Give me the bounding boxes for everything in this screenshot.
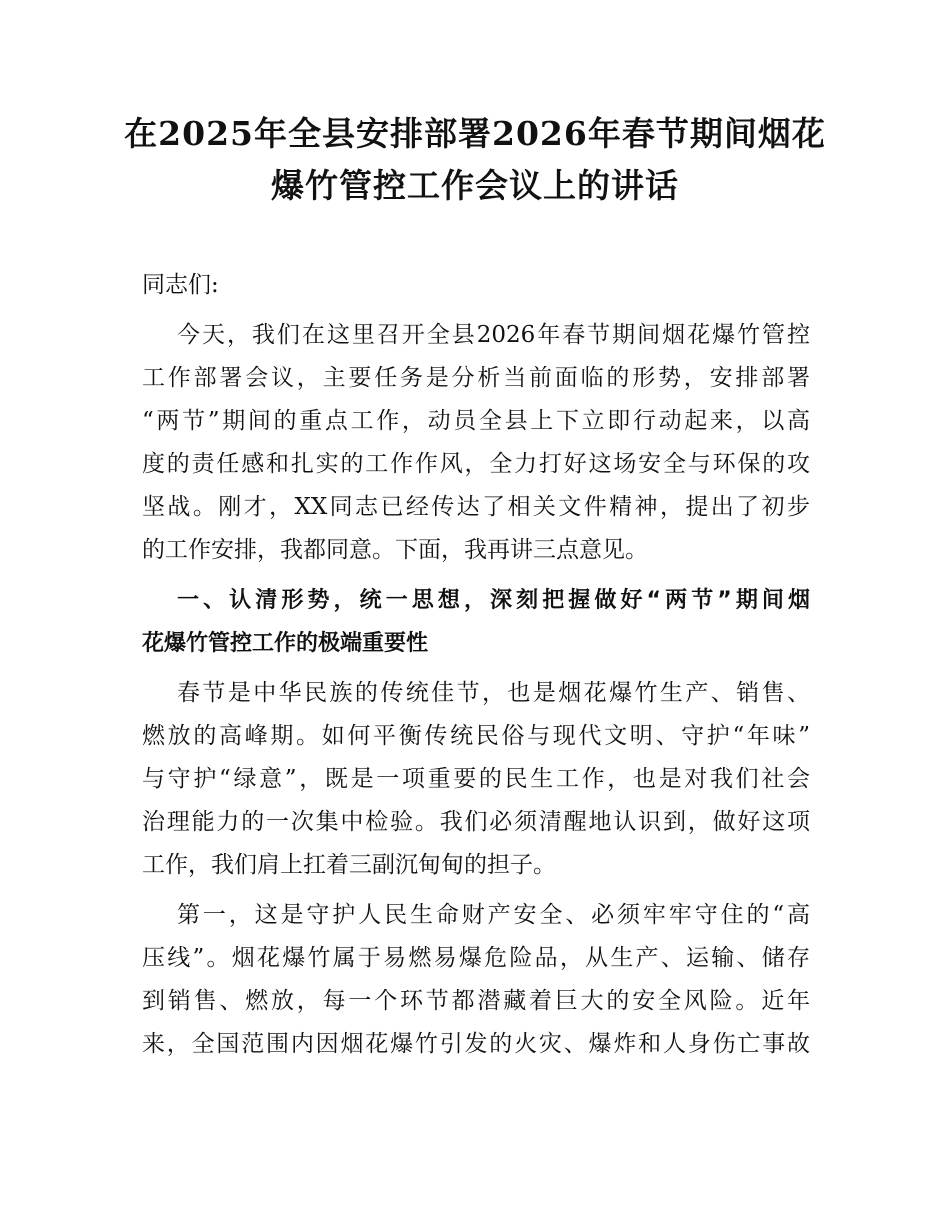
paragraph-first-point — [142, 894, 810, 1066]
salutation — [142, 264, 810, 307]
section-heading-1 — [142, 579, 810, 665]
document-title — [100, 108, 850, 212]
heading-line: 花爆竹管控工作的极端重要性 — [142, 631, 429, 656]
paragraph-line: 到销售、燃放，每一个环节都潜藏着巨大的安全风险。近年 — [142, 988, 810, 1014]
paragraph-line: 压线”。烟花爆竹属于易燃易爆危险品，从生产、运输、储存 — [142, 945, 810, 971]
paragraph-line: 工作部署会议，主要任务是分析当前面临的形势，安排部署 — [142, 365, 810, 391]
paragraph-line: 第一，这是守护人民生命财产安全、必须牢牢守住的“高 — [177, 902, 810, 928]
title-line: 在2025年全县安排部署2026年春节期间烟花 — [124, 114, 826, 153]
heading-line: 一、认清形势，统一思想，深刻把握做好“两节”期间烟 — [177, 588, 810, 613]
document-body — [142, 264, 810, 1066]
paragraph-intro — [142, 314, 810, 572]
paragraph-line: 来，全国范围内因烟花爆竹引发的火灾、爆炸和人身伤亡事故 — [142, 1031, 810, 1057]
paragraph-context — [142, 672, 810, 887]
paragraph-line: 燃放的高峰期。如何平衡传统民俗与现代文明、守护“年味” — [142, 723, 810, 749]
salutation-text: 同志们: — [142, 272, 219, 298]
paragraph-line: 工作，我们肩上扛着三副沉甸甸的担子。 — [142, 852, 556, 878]
paragraph-line: 坚战。刚才，XX同志已经传达了相关文件精神，提出了初步 — [142, 494, 810, 520]
paragraph-line: 治理能力的一次集中检验。我们必须清醒地认识到，做好这项 — [142, 809, 810, 835]
paragraph-line: 春节是中华民族的传统佳节，也是烟花爆竹生产、销售、 — [177, 680, 810, 706]
paragraph-line: 今天，我们在这里召开全县2026年春节期间烟花爆竹管控 — [177, 322, 810, 348]
paragraph-line: “两节”期间的重点工作，动员全县上下立即行动起来，以高 — [142, 408, 810, 434]
paragraph-line: 度的责任感和扎实的工作作风，全力打好这场安全与环保的攻 — [142, 451, 810, 477]
paragraph-line: 的工作安排，我都同意。下面，我再讲三点意见。 — [142, 537, 648, 563]
title-line: 爆竹管控工作会议上的讲话 — [271, 166, 679, 205]
paragraph-line: 与守护“绿意”，既是一项重要的民生工作，也是对我们社会 — [142, 766, 810, 792]
